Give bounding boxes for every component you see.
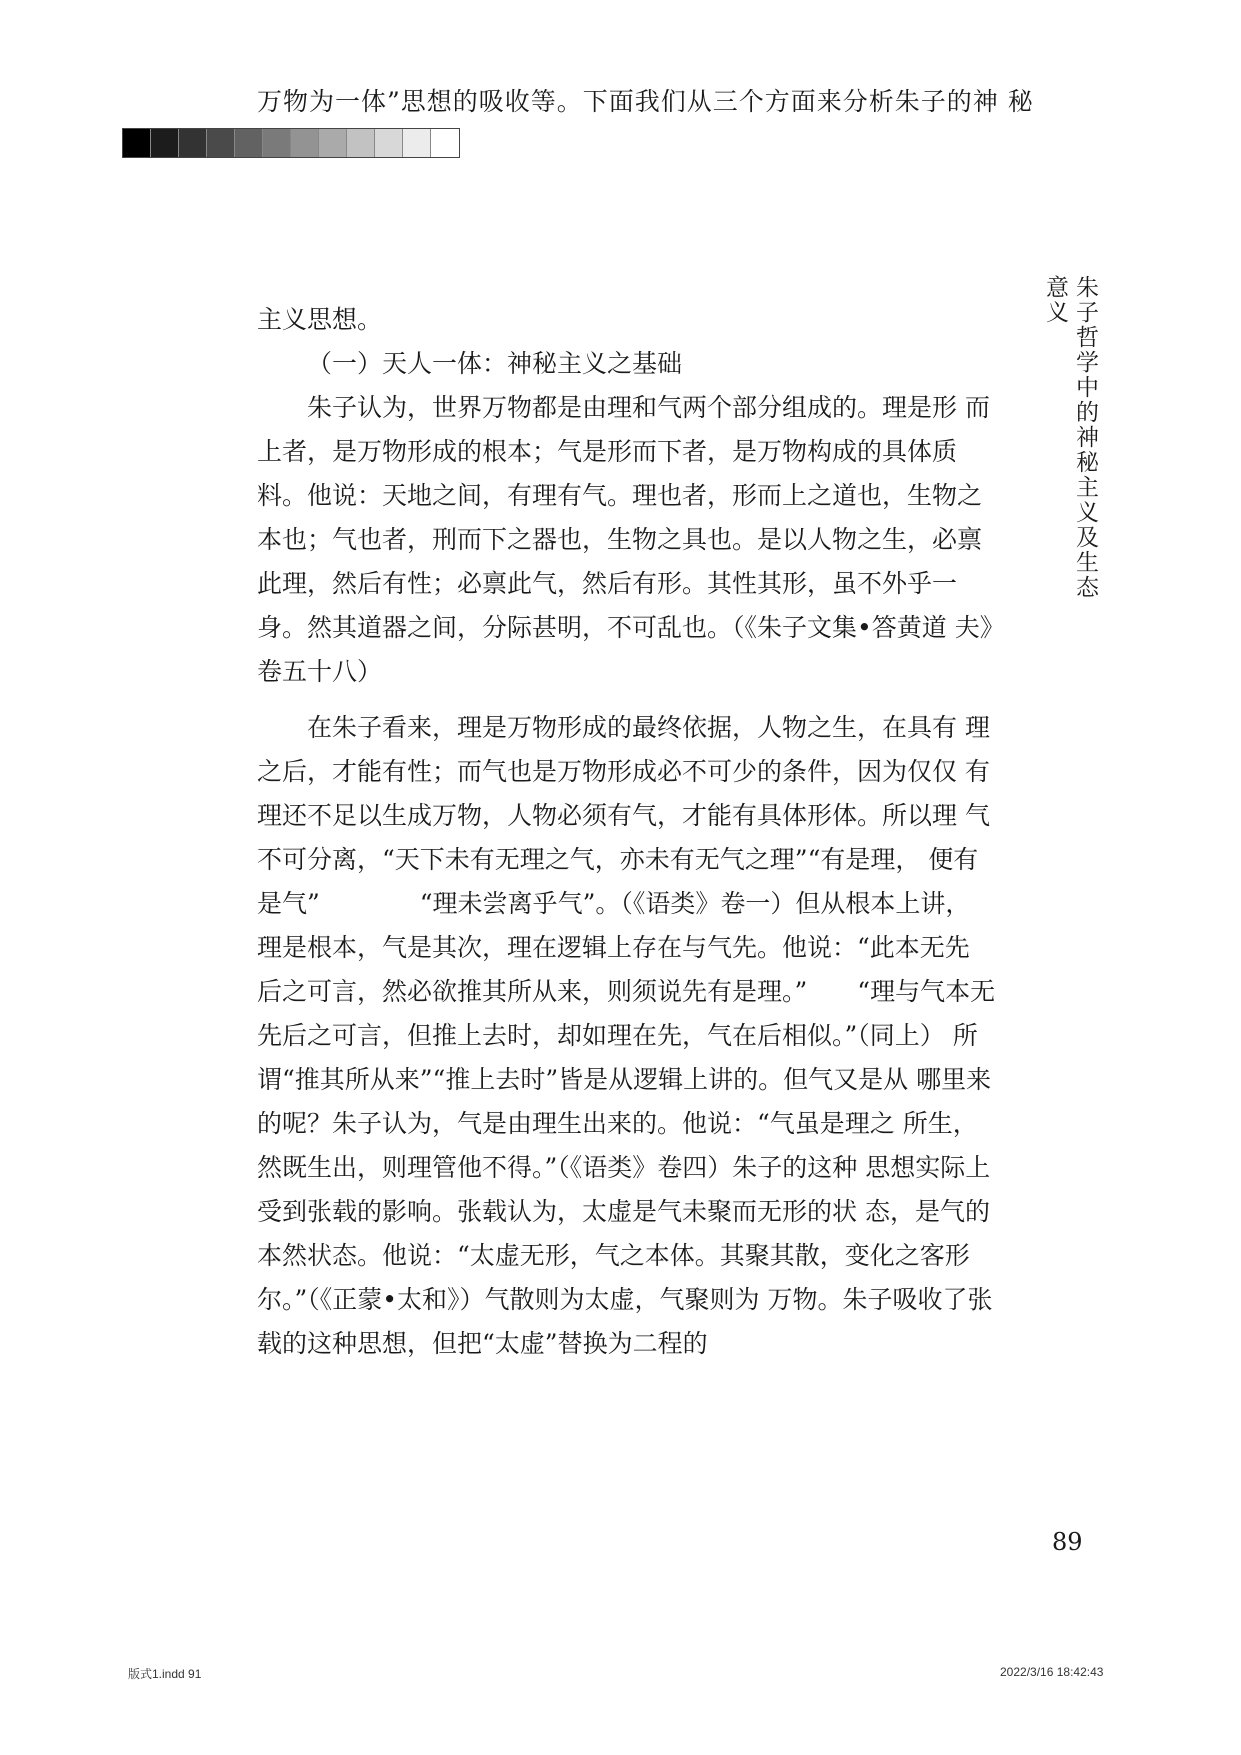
section-heading: （一）天人一体：神秘主义之基础 — [307, 349, 683, 378]
paragraph: 理是根本，气是其次，理在逻辑上存在与气先。他说：“此本无先 后之可言，然必欲推其所从来，则须说先有是理。” “理与气本无先后之可言，但推上去时，却如理在先，气在后相似。”（同上） 所谓“推其所从来”“推上去时”皆是从逻辑上讲的。但气又是从 哪里来的呢？朱子认为，气是由理生出来的。他说：“气虽是理之 所生，然既生出，则理管他不得。”（《语类》卷四）朱子的这种 思想实际上受到张载的影响。张载认为，太虚是气未聚而无形的状 态，是气的本然状态。他说：“太虚无形，气之本体。其聚其散，变化之客形尔。”（《正蒙•太和》）气散则为太虚，气聚则为 万物。朱子吸收了张载的这种思想，但把“太虚”替换为二程的 — [257, 933, 996, 1358]
gray-swatch — [431, 129, 459, 157]
footer-file-name: 版式1.indd 91 — [128, 1667, 202, 1681]
running-chapter-title: 朱子哲学中的神秘主义及生态意义 — [1042, 275, 1098, 600]
gray-swatch — [207, 129, 235, 157]
gray-swatch — [319, 129, 347, 157]
main-body-text — [257, 298, 997, 1366]
gray-swatch — [263, 129, 291, 157]
paragraph: 朱子认为，世界万物都是由理和气两个部分组成的。理是形 而上者，是万物形成的根本；气是形而下者，是万物构成的具体质 料。他说：天地之间，有理有气。理也者，形而上之道也，生物之 本也；气也者，刑而下之器也，生物之具也。是以人物之生，必禀 此理，然后有性；必禀此气，然后有形。其性其形，虽不外乎一 身。然其道器之间，分际甚明，不可乱也。（《朱子文集•答黄道 夫》卷五十八） — [257, 393, 993, 686]
paragraph: 在朱子看来，理是万物形成的最终依据，人物之生，在具有 理之后，才能有性；而气也是万物形成必不可少的条件，因为仅仅 有理还不足以生成万物，人物必须有气，才能有具体形体。所以理 气不可分离，“天下未有无理之气，亦未有无气之理”“有是理， 便有是气” “理未尝离乎气”。（《语类》卷一）但从根本上讲， — [257, 713, 990, 918]
gray-swatch — [347, 129, 375, 157]
gray-swatch — [291, 129, 319, 157]
gray-swatch — [235, 129, 263, 157]
page-number: 89 — [1052, 1528, 1083, 1556]
grayscale-calibration-bar — [122, 128, 460, 158]
gray-swatch — [403, 129, 431, 157]
gray-swatch — [375, 129, 403, 157]
gray-swatch — [151, 129, 179, 157]
top-continuation-line: 万物为一体”思想的吸收等。下面我们从三个方面来分析朱子的神 秘 — [257, 87, 1034, 116]
paragraph-continuation: 主义思想。 — [257, 305, 383, 334]
gray-swatch — [123, 129, 151, 157]
gray-swatch — [179, 129, 207, 157]
footer-timestamp: 2022/3/16 18:42:43 — [1000, 1665, 1104, 1679]
